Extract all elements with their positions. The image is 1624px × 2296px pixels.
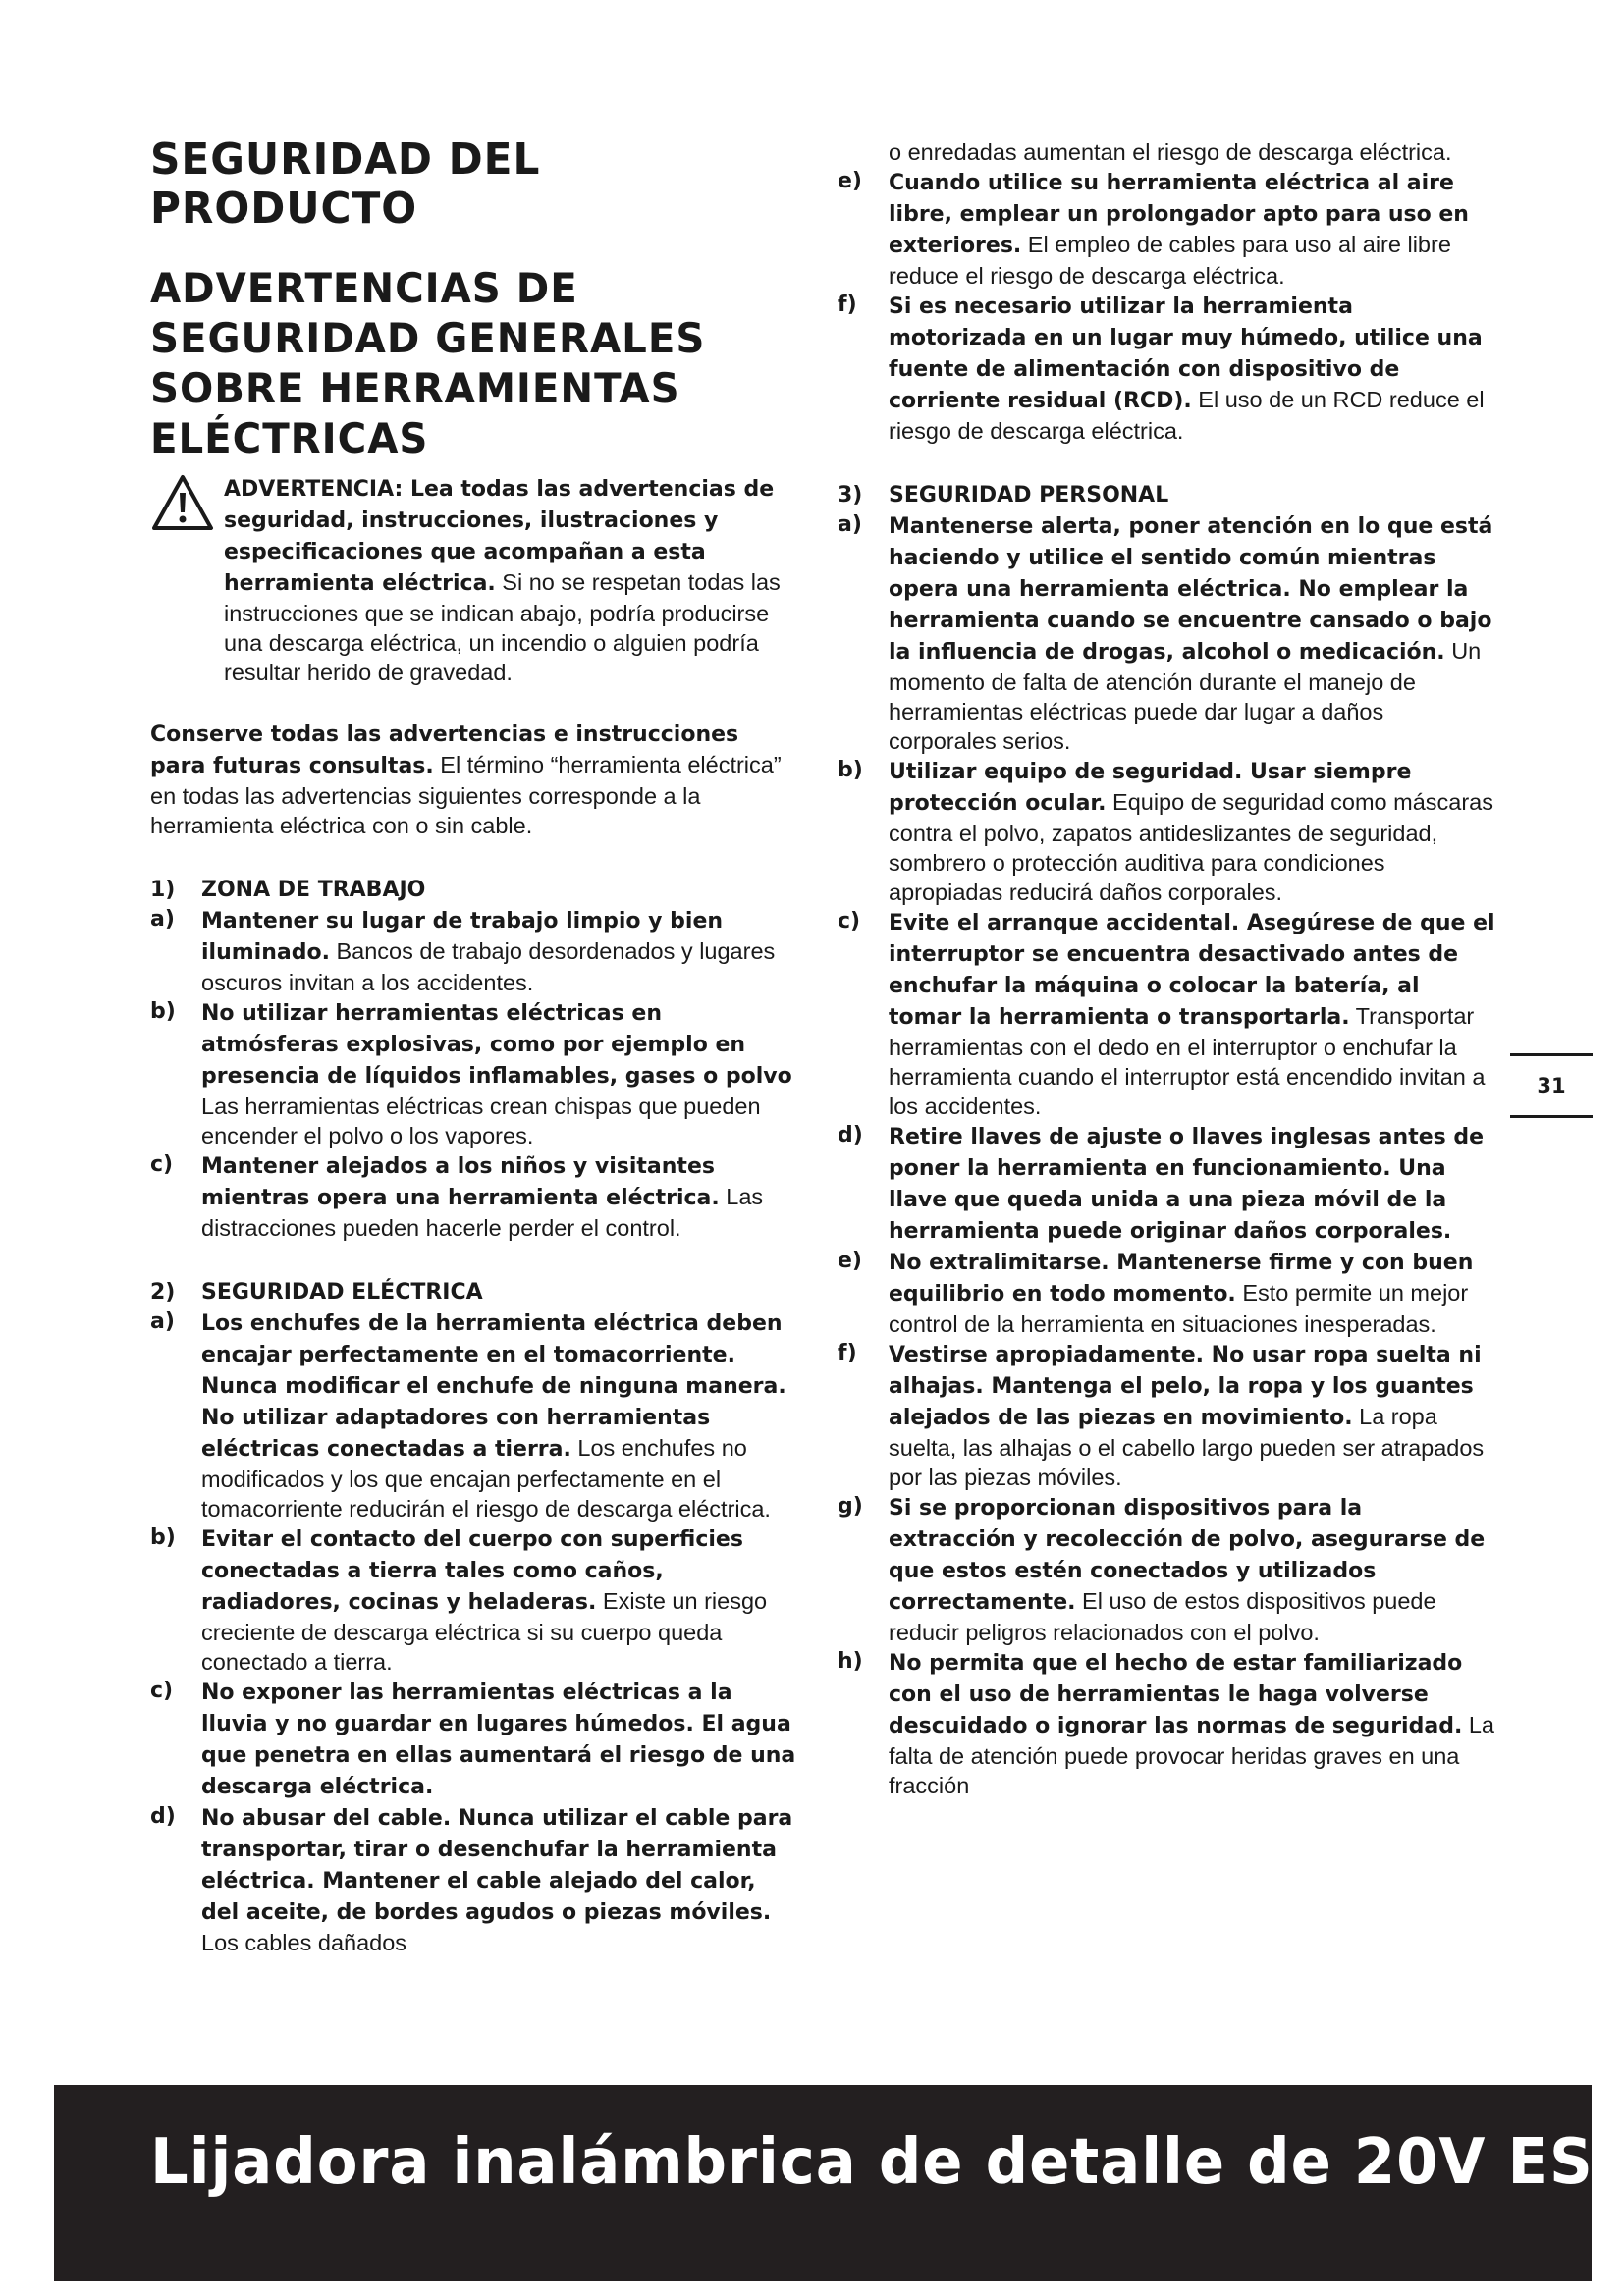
item-letter: f) bbox=[838, 1341, 857, 1365]
item-text: Un momento de falta de atención durante el manejo de herramientas eléctricas puede dar lugar a daños corporales serios. bbox=[889, 638, 1482, 754]
continuation-text: o enredadas aumentan el riesgo de descarga eléctrica. bbox=[889, 139, 1452, 165]
list-item bbox=[838, 907, 1495, 1121]
list-item bbox=[150, 905, 798, 997]
list-item bbox=[150, 997, 798, 1150]
list-item bbox=[150, 1677, 798, 1802]
warnings-heading bbox=[150, 263, 773, 463]
item-letter: h) bbox=[838, 1649, 863, 1674]
page-number: 31 bbox=[1510, 1053, 1593, 1118]
footer-bar bbox=[54, 2085, 1592, 2281]
footer-title: Lijadora inalámbrica de detalle de 20V ES bbox=[150, 2126, 1594, 2199]
item-letter: c) bbox=[150, 1679, 174, 1703]
warnings-heading-line: ADVERTENCIAS DE bbox=[150, 264, 578, 312]
item-letter: f) bbox=[838, 293, 857, 317]
item-bold: No utilizar herramientas eléctricas en atmósferas explosivas, como por ejemplo en presencia de líquidos inflamables, gases o polvo bbox=[201, 1001, 792, 1089]
item-letter: b) bbox=[150, 999, 176, 1024]
section-2-heading bbox=[150, 1278, 798, 1308]
item-letter: a) bbox=[838, 512, 862, 537]
list-item bbox=[838, 167, 1495, 291]
right-column bbox=[838, 137, 1495, 1800]
item-bold: Mantener alejados a los niños y visitantes mientras opera una herramienta eléctrica. bbox=[201, 1154, 720, 1210]
item-bold: No abusar del cable. Nunca utilizar el cable para transportar, tirar o desenchufar la herramienta eléctrica. Mantener el cable alejado del calor, del aceite, de bordes agudos o piezas móviles. bbox=[201, 1806, 793, 1925]
item-bold: No extralimitarse. Mantenerse firme y con buen equilibrio en todo momento. bbox=[889, 1251, 1474, 1307]
item-bold: Utilizar equipo de seguridad. Usar siempre protección ocular. bbox=[889, 760, 1412, 816]
list-item bbox=[838, 1121, 1495, 1247]
item-text: El uso de estos dispositivos puede reducir peligros relacionados con el polvo. bbox=[889, 1588, 1436, 1645]
section-title: ZONA DE TRABAJO bbox=[201, 878, 426, 902]
item-text: Las herramientas eléctricas crean chispas que pueden encender el polvo o los vapores. bbox=[201, 1094, 761, 1148]
section-1-heading bbox=[150, 876, 798, 905]
item-bold: Si es necesario utilizar la herramienta motorizada en un lugar muy húmedo, utilice una fuente de alimentación con dispositivo de corriente residual (RCD). bbox=[889, 294, 1483, 413]
item-bold: Vestirse apropiadamente. No usar ropa suelta ni alhajas. Mantenga el pelo, la ropa y los guantes alejados de las piezas en movimiento. bbox=[889, 1343, 1482, 1430]
warning-text: Si no se respetan todas las instrucciones que se indican abajo, podría producirse una descarga eléctrica, un incendio o alguien podría resultar herido de gravedad. bbox=[224, 569, 781, 685]
item-letter: a) bbox=[150, 1309, 175, 1334]
warnings-heading-line: ELÉCTRICAS bbox=[150, 414, 429, 462]
section-number: 1) bbox=[150, 878, 176, 902]
warnings-heading-line: SOBRE HERRAMIENTAS bbox=[150, 364, 680, 412]
item-bold: Mantenerse alerta, poner atención en lo que está haciendo y utilice el sentido común mientras opera una herramienta eléctrica. No emplear la herramienta cuando se encuentre cansado o bajo la influencia de drogas, alcohol o medicación. bbox=[889, 514, 1493, 665]
list-item bbox=[838, 510, 1495, 756]
item-text: Existe un riesgo creciente de descarga eléctrica si su cuerpo queda conectado a tierra. bbox=[201, 1588, 768, 1675]
section-number: 3) bbox=[838, 483, 863, 507]
warning-bold-text: ADVERTENCIA: Lea todas las advertencias de seguridad, instrucciones, ilustraciones y especificaciones que acompañan a esta herramienta eléctrica. bbox=[224, 477, 775, 596]
warnings-heading-line: SEGURIDAD GENERALES bbox=[150, 314, 706, 362]
warning-triangle-icon bbox=[150, 473, 215, 532]
item-letter: b) bbox=[838, 758, 863, 782]
item-text: El uso de un RCD reduce el riesgo de descarga eléctrica. bbox=[889, 387, 1485, 444]
list-item bbox=[150, 1150, 798, 1243]
item-letter: c) bbox=[150, 1152, 174, 1177]
item-text: Los enchufes no modificados y los que encajan perfectamente en el tomacorriente reducirán el riesgo de descarga eléctrica. bbox=[201, 1435, 771, 1522]
item-letter: d) bbox=[150, 1804, 176, 1829]
item-bold: Retire llaves de ajuste o llaves inglesas antes de poner la herramienta en funcionamiento. Una llave que queda unida a una pieza móvil de la herramienta puede originar daños corporales. bbox=[889, 1125, 1485, 1244]
list-item bbox=[838, 291, 1495, 446]
item-text: Equipo de seguridad como máscaras contra el polvo, zapatos antideslizantes de seguridad, sombrero o protección auditiva para condiciones apropiadas reducirá daños corporales. bbox=[889, 789, 1493, 905]
item-bold: Evitar el contacto del cuerpo con superficies conectadas a tierra tales como caños, radiadores, cocinas y heladeras. bbox=[201, 1527, 743, 1615]
section-3-heading bbox=[838, 481, 1495, 510]
item-letter: e) bbox=[838, 1249, 862, 1273]
list-item bbox=[150, 1523, 798, 1677]
list-item bbox=[838, 1247, 1495, 1339]
item-text: La falta de atención puede provocar heridas graves en una fracción bbox=[889, 1712, 1494, 1798]
item-bold: No permita que el hecho de estar familiarizado con el uso de herramientas le haga volverse descuidado o ignorar las normas de seguridad. bbox=[889, 1651, 1463, 1738]
warning-block bbox=[150, 473, 798, 687]
item-letter: a) bbox=[150, 907, 175, 932]
item-text: Transportar herramientas con el dedo en el interruptor o enchufar la herramienta cuando el interruptor está encendido invitan a los accidentes. bbox=[889, 1003, 1486, 1119]
left-column bbox=[150, 135, 798, 1957]
keep-bold-text: Conserve todas las advertencias e instrucciones para futuras consultas. bbox=[150, 722, 739, 778]
keep-instructions bbox=[150, 719, 798, 840]
section-number: 2) bbox=[150, 1280, 176, 1305]
item-text: La ropa suelta, las alhajas o el cabello largo pueden ser atrapados por las piezas móviles. bbox=[889, 1404, 1485, 1490]
list-item bbox=[150, 1308, 798, 1523]
item-letter: b) bbox=[150, 1525, 176, 1550]
section-title: SEGURIDAD ELÉCTRICA bbox=[201, 1280, 483, 1305]
list-item bbox=[838, 756, 1495, 907]
item-letter: e) bbox=[838, 169, 862, 193]
section-title: SEGURIDAD PERSONAL bbox=[889, 483, 1169, 507]
section-heading: SEGURIDAD DEL PRODUCTO bbox=[150, 134, 541, 234]
item-letter: c) bbox=[838, 909, 861, 934]
item-bold: No exponer las herramientas eléctricas a la lluvia y no guardar en lugares húmedos. El agua que penetra en ellas aumentará el riesgo de una descarga eléctrica. bbox=[201, 1681, 796, 1799]
list-item bbox=[150, 1802, 798, 1957]
item-text: El empleo de cables para uso al aire libre reduce el riesgo de descarga eléctrica. bbox=[889, 232, 1451, 289]
item-text: Esto permite un mejor control de la herramienta en situaciones inesperadas. bbox=[889, 1280, 1469, 1337]
item-bold: Cuando utilice su herramienta eléctrica al aire libre, emplear un prolongador apto para uso en exteriores. bbox=[889, 171, 1469, 258]
list-item bbox=[838, 1492, 1495, 1647]
list-item bbox=[838, 1339, 1495, 1492]
item-text: Las distracciones pueden hacerle perder el control. bbox=[201, 1184, 764, 1241]
list-item bbox=[838, 1647, 1495, 1800]
keep-text: El término “herramienta eléctrica” en todas las advertencias siguientes corresponde a la herramienta eléctrica con o sin cable. bbox=[150, 752, 782, 838]
item-bold: Si se proporcionan dispositivos para la extracción y recolección de polvo, asegurarse de que estos estén conectados y utilizados correctamente. bbox=[889, 1496, 1486, 1615]
item-bold: Evite el arranque accidental. Asegúrese de que el interruptor se encuentra desactivado antes de enchufar la máquina o colocar la batería, al tomar la herramienta o transportarla. bbox=[889, 911, 1495, 1030]
item-text: Los cables dañados bbox=[201, 1930, 407, 1955]
item-bold: Los enchufes de la herramienta eléctrica deben encajar perfectamente en el tomacorriente. Nunca modificar el enchufe de ninguna manera. No utilizar adaptadores con herramientas eléctricas conectadas a tierra. bbox=[201, 1311, 786, 1462]
item-letter: g) bbox=[838, 1494, 863, 1519]
item-text: Bancos de trabajo desordenados y lugares oscuros invitan a los accidentes. bbox=[201, 938, 776, 995]
item-bold: Mantener su lugar de trabajo limpio y bien iluminado. bbox=[201, 909, 724, 965]
item-letter: d) bbox=[838, 1123, 863, 1148]
